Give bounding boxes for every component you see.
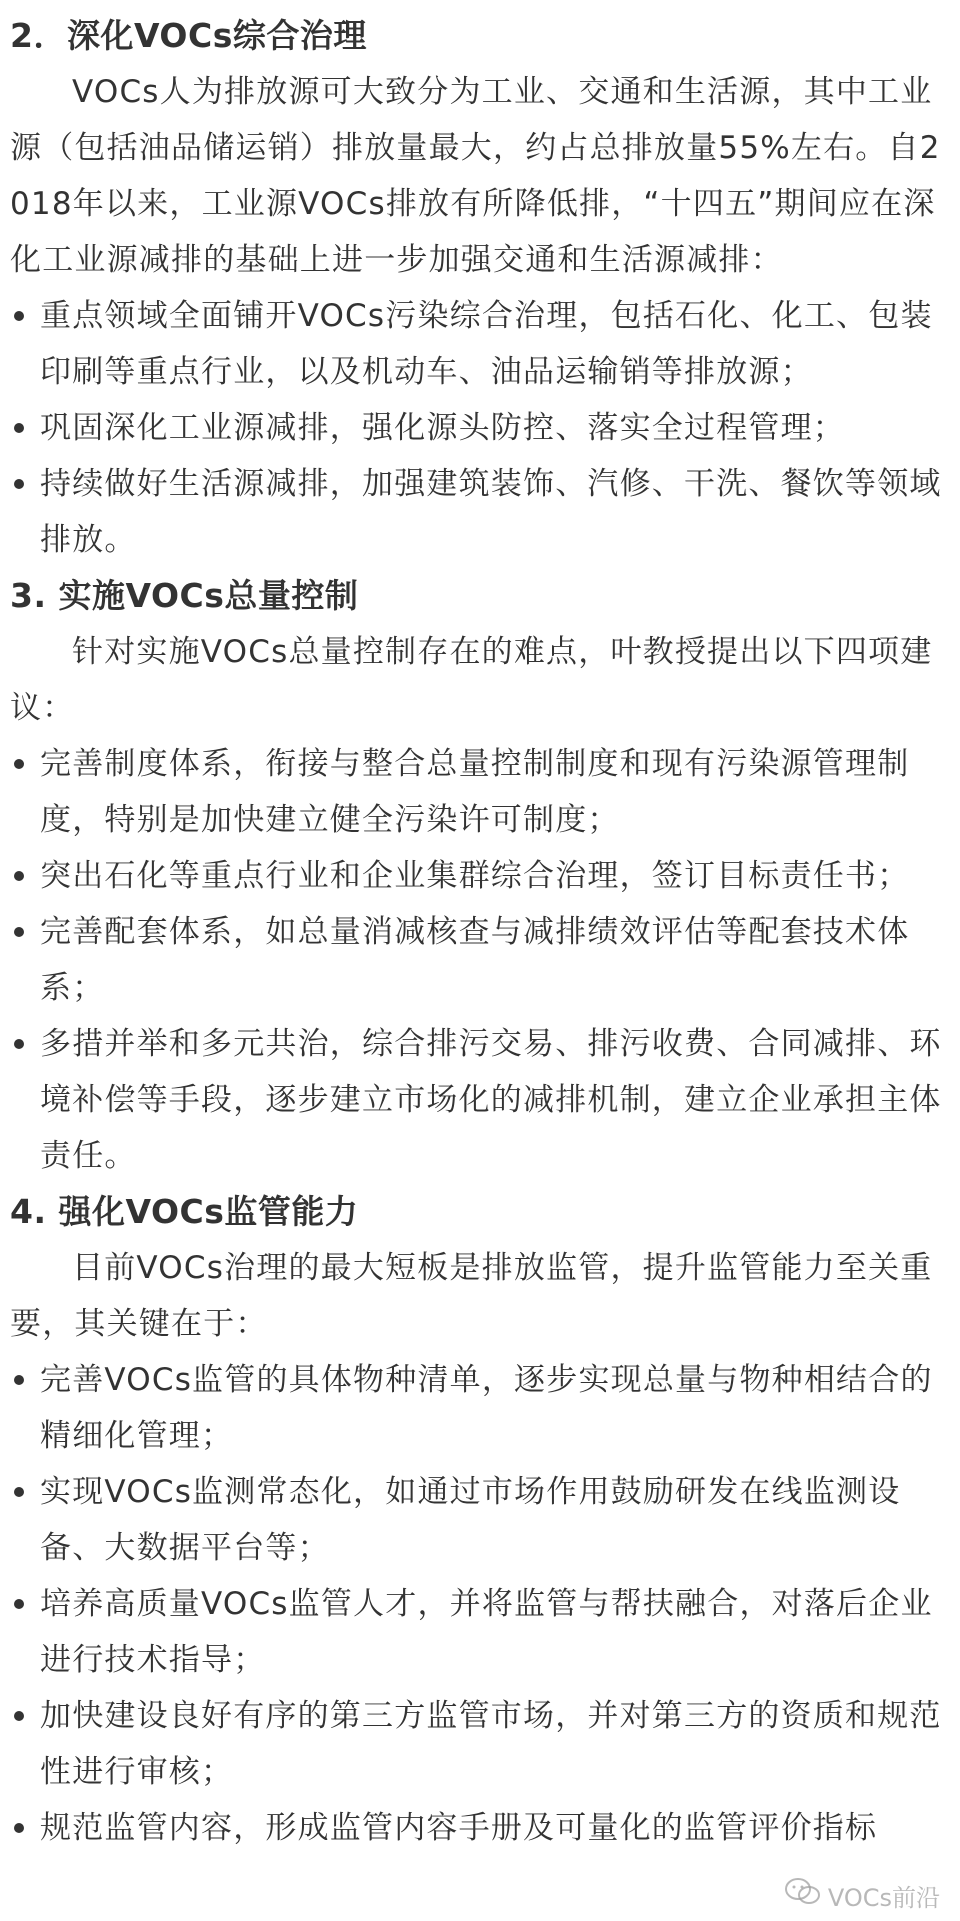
- list-item-text: 实现VOCs监测常态化，如通过市场作用鼓励研发在线监测设备、大数据平台等；: [40, 1474, 901, 1566]
- watermark: [784, 1877, 940, 1913]
- list-item: [10, 1016, 950, 1184]
- list-item-text: 加快建设良好有序的第三方监管市场，并对第三方的资质和规范性进行审核；: [40, 1698, 942, 1790]
- section-3-intro: 针对实施VOCs总量控制存在的难点，叶教授提出以下四项建议：: [10, 634, 933, 726]
- list-item-text: 完善制度体系，衔接与整合总量控制制度和现有污染源管理制度，特别是加快建立健全污染许可制度；: [40, 746, 910, 838]
- bullet-icon: [14, 871, 24, 881]
- section-heading-3: 3. 实施VOCs总量控制: [10, 576, 359, 615]
- section-4-intro: 目前VOCs治理的最大短板是排放监管，提升监管能力至关重要，其关键在于：: [10, 1250, 933, 1342]
- bullet-icon: [14, 759, 24, 769]
- list-item-text: 规范监管内容，形成监管内容手册及可量化的监管评价指标: [40, 1810, 878, 1846]
- list-item: [10, 1800, 950, 1856]
- list-item-text: 完善VOCs监管的具体物种清单，逐步实现总量与物种相结合的精细化管理；: [40, 1362, 933, 1454]
- bullet-icon: [14, 1599, 24, 1609]
- section-heading-4: 4. 强化VOCs监管能力: [10, 1192, 359, 1231]
- list-item: [10, 400, 950, 456]
- wechat-icon: [784, 1877, 822, 1913]
- bullet-icon: [14, 1375, 24, 1385]
- list-item-text: 培养高质量VOCs监管人才，并将监管与帮扶融合，对落后企业进行技术指导；: [40, 1586, 933, 1678]
- list-item: [10, 736, 950, 848]
- watermark-text: VOCs前沿: [827, 1883, 940, 1912]
- list-item-text: 突出石化等重点行业和企业集群综合治理，签订目标责任书；: [40, 858, 910, 894]
- bullet-icon: [14, 1039, 24, 1049]
- section-2-bullet-list: [10, 288, 950, 568]
- section-heading-2: 2．深化VOCs综合治理: [10, 16, 367, 55]
- list-item: [10, 456, 950, 568]
- list-item: [10, 288, 950, 400]
- bullet-icon: [14, 1711, 24, 1721]
- list-item: [10, 904, 950, 1016]
- list-item: [10, 1688, 950, 1800]
- list-item-text: 巩固深化工业源减排，强化源头防控、落实全过程管理；: [40, 410, 845, 446]
- list-item: [10, 1464, 950, 1576]
- section-4-bullet-list: [10, 1352, 950, 1856]
- bullet-icon: [14, 1823, 24, 1833]
- bullet-icon: [14, 927, 24, 937]
- list-item: [10, 1576, 950, 1688]
- section-2-intro: VOCs人为排放源可大致分为工业、交通和生活源，其中工业源（包括油品储运销）排放量最大，约占总排放量55%左右。自2018年以来，工业源VOCs排放有所降低排，“十四五”期间应在深化工业源减排的基础上进一步加强交通和生活源减排：: [10, 74, 941, 278]
- bullet-icon: [14, 1487, 24, 1497]
- bullet-icon: [14, 311, 24, 321]
- list-item-text: 重点领域全面铺开VOCs污染综合治理，包括石化、化工、包装印刷等重点行业，以及机动车、油品运输销等排放源；: [40, 298, 933, 390]
- list-item-text: 多措并举和多元共治，综合排污交易、排污收费、合同减排、环境补偿等手段，逐步建立市场化的减排机制，建立企业承担主体责任。: [40, 1026, 942, 1174]
- list-item: [10, 1352, 950, 1464]
- section-3-bullet-list: [10, 736, 950, 1184]
- list-item-text: 完善配套体系，如总量消减核查与减排绩效评估等配套技术体系；: [40, 914, 910, 1006]
- list-item: [10, 848, 950, 904]
- bullet-icon: [14, 479, 24, 489]
- bullet-icon: [14, 423, 24, 433]
- list-item-text: 持续做好生活源减排，加强建筑装饰、汽修、干洗、餐饮等领域排放。: [40, 466, 942, 558]
